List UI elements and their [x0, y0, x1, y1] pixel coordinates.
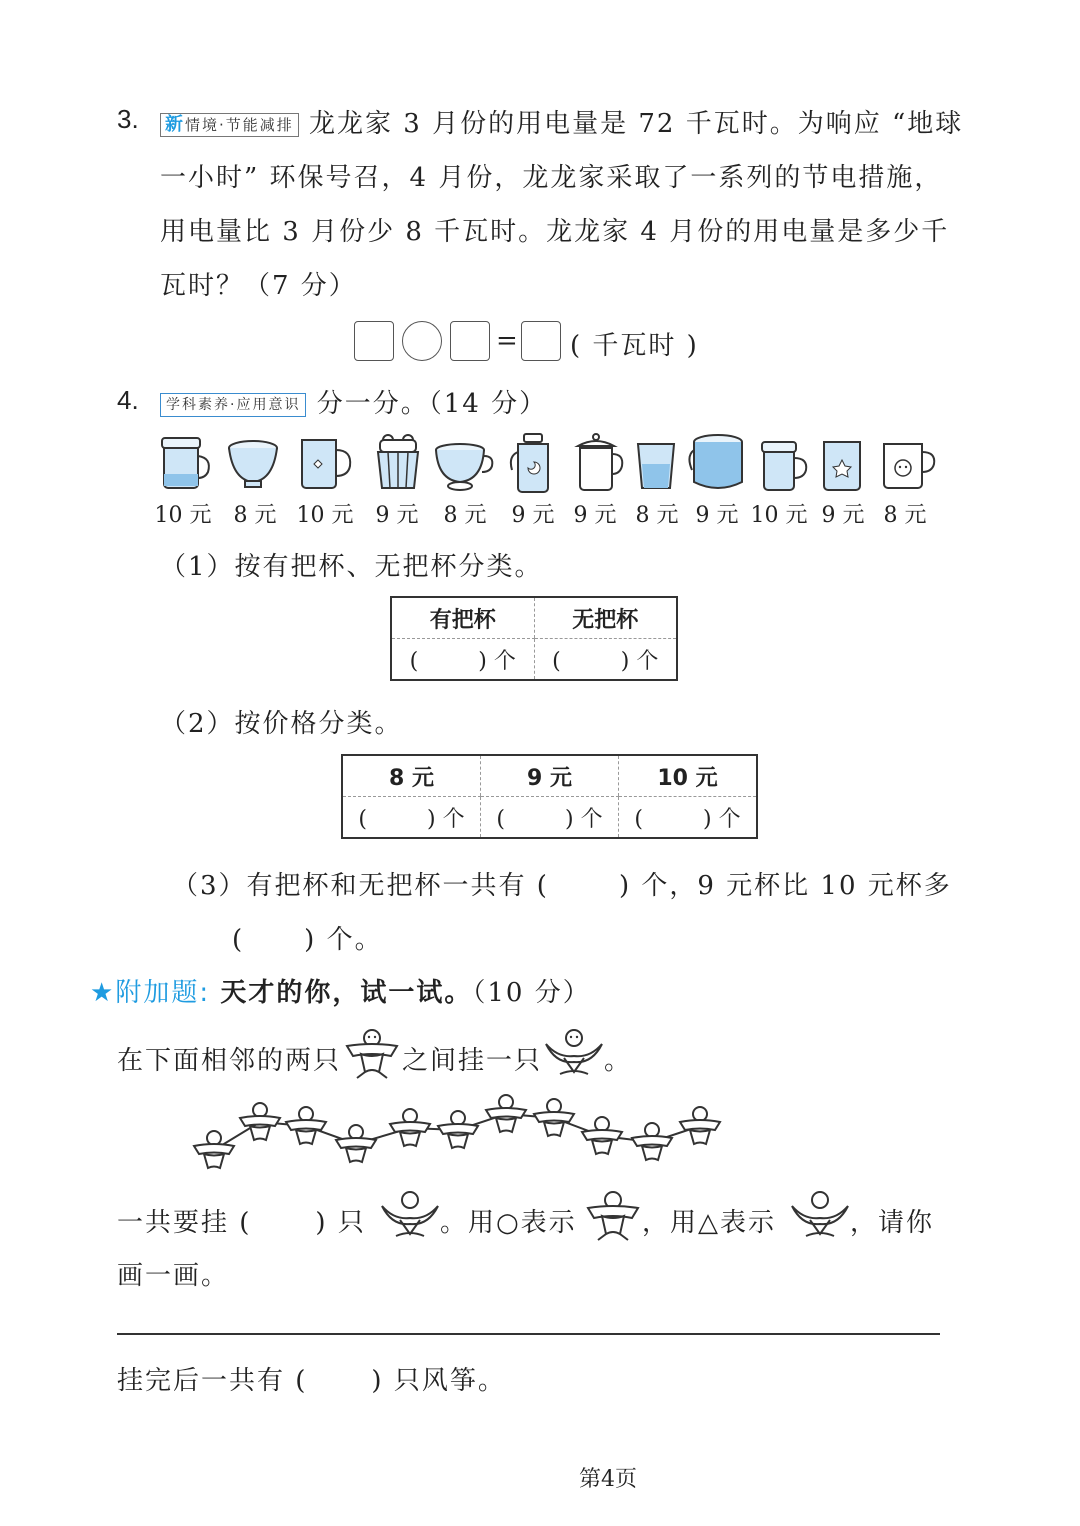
price-cell-10[interactable]: [619, 797, 758, 839]
bonus-star: ★: [90, 978, 116, 1008]
bonus-line1-c: 。用○表示: [440, 1208, 577, 1238]
price-12: 8 元: [883, 503, 927, 528]
cup-4-icon: [372, 432, 424, 494]
bonus-line2: 画一画。: [117, 1261, 230, 1291]
price-6: 9 元: [511, 503, 555, 528]
paren-close-unit: ) 个: [620, 648, 659, 674]
paren-open: (: [409, 648, 419, 674]
kite-11-icon: [680, 1107, 720, 1144]
drawing-line[interactable]: [117, 1333, 940, 1335]
eq-answer-box[interactable]: [521, 321, 561, 361]
q3-tag-highlight: 新: [165, 114, 185, 135]
handle-header-yes: 有把杯: [391, 597, 534, 639]
q3-text-3: 用电量比 3 月份少 8 千瓦时。龙龙家 4 月份的用电量是多少千: [160, 217, 950, 247]
eq-operator-circle[interactable]: [402, 321, 442, 361]
price-3: 10 元: [296, 503, 354, 528]
kite-3-icon: [286, 1107, 326, 1144]
kite-icon: [343, 1028, 401, 1080]
paren-close-unit: ) 个: [478, 648, 516, 674]
paren-close-unit: ) 个: [703, 806, 741, 832]
price-cell-9[interactable]: [481, 797, 619, 839]
kite-9-icon: [582, 1117, 622, 1154]
bonus-label: 附加题:: [115, 978, 211, 1008]
bonus-final-text-b: ) 只风筝。: [371, 1366, 506, 1396]
price-8: 8 元: [635, 503, 679, 528]
q3-number: 3.: [117, 104, 139, 134]
cup-7-icon: [572, 432, 626, 494]
bonus-intro-b: 之间挂一只: [402, 1046, 543, 1076]
q4-tag: 学科素养·应用意识: [160, 393, 306, 417]
bonus-line1-text-a: 一共要挂 (: [117, 1208, 252, 1238]
eq-box-2[interactable]: [450, 321, 490, 361]
kite-2-icon: [240, 1103, 280, 1140]
handle-header-no: 无把杯: [534, 597, 677, 639]
paren-open: (: [634, 806, 643, 832]
cup-3-icon: [296, 434, 356, 494]
kite-string-illustration: [180, 1090, 740, 1180]
part3-text-c: (: [232, 925, 245, 955]
eq-box-1[interactable]: [354, 321, 394, 361]
cup-10-icon: [758, 438, 810, 494]
price-1: 10 元: [154, 503, 212, 528]
q4-part3-line1: [172, 865, 952, 902]
page-number: 第4页: [579, 1467, 637, 1492]
q3-tag-rest: 情境·节能减排: [185, 116, 294, 134]
cup-5-icon: [432, 440, 496, 494]
q4-part2-prompt: （2）按价格分类。: [160, 709, 403, 739]
bonus-heading: [90, 972, 591, 1009]
paren-open: (: [552, 648, 561, 674]
price-5: 8 元: [443, 503, 487, 528]
q4-title-line: [160, 383, 547, 420]
bonus-line1-e: ，请你: [850, 1208, 935, 1238]
kite-alt-icon: [380, 1190, 440, 1242]
eq-unit: ( 千瓦时 ): [570, 331, 699, 361]
q3-tag: [160, 113, 299, 137]
kite-6-icon: [438, 1111, 478, 1148]
cup-2-icon: [226, 438, 282, 494]
bonus-final: [117, 1360, 506, 1397]
q3-text-2: 一小时” 环保号召，4 月份，龙龙家采取了一系列的节电措施，: [160, 163, 943, 193]
q4-part3-line2: [232, 919, 383, 956]
kite-alt-icon: [544, 1028, 604, 1080]
cup-11-icon: [820, 438, 864, 494]
price-7: 9 元: [573, 503, 617, 528]
price-header-9: 9 元: [481, 755, 619, 797]
price-4: 9 元: [375, 503, 419, 528]
paren-open: (: [496, 806, 505, 832]
eq-equals: =: [496, 326, 520, 356]
part3-text-d: ) 个。: [304, 925, 383, 955]
bonus-line1-a: [117, 1202, 366, 1239]
cup-6-icon: [508, 432, 558, 494]
price-table: [341, 754, 758, 839]
kite-1-icon: [194, 1131, 234, 1168]
cup-9-icon: [688, 432, 748, 494]
cup-8-icon: [634, 438, 678, 494]
paren-open: (: [358, 806, 367, 832]
bonus-intro-a: 在下面相邻的两只: [117, 1046, 342, 1076]
kite-7-icon: [486, 1095, 526, 1132]
price-header-10: 10 元: [619, 755, 758, 797]
q3-text-1: 龙龙家 3 月份的用电量是 72 千瓦时。为响应 “地球: [309, 109, 964, 139]
handle-cell-yes[interactable]: [391, 639, 534, 681]
handle-cell-no[interactable]: [534, 639, 677, 681]
price-2: 8 元: [233, 503, 277, 528]
price-11: 9 元: [821, 503, 865, 528]
part3-text-a: （3）有把杯和无把杯一共有 (: [172, 871, 549, 901]
handle-table: [390, 596, 678, 681]
bonus-line1-text-b: ) 只: [315, 1208, 366, 1238]
price-9: 9 元: [695, 503, 739, 528]
cup-1-icon: [156, 434, 216, 494]
kite-icon: [584, 1190, 642, 1242]
price-10: 10 元: [750, 503, 808, 528]
kite-5-icon: [390, 1109, 430, 1146]
kite-8-icon: [534, 1099, 574, 1136]
cup-12-icon: [880, 438, 938, 494]
kite-4-icon: [336, 1125, 376, 1162]
bonus-final-text-a: 挂完后一共有 (: [117, 1366, 308, 1396]
q3-text-4: 瓦时？（7 分）: [160, 271, 357, 301]
bonus-title: 天才的你，试一试。: [220, 978, 473, 1008]
part3-text-b: ) 个，9 元杯比 10 元杯多: [618, 871, 952, 901]
q4-part1-prompt: （1）按有把杯、无把杯分类。: [160, 552, 543, 582]
price-header-8: 8 元: [342, 755, 481, 797]
q4-title: 分一分。（14 分）: [316, 389, 548, 419]
paren-close-unit: ) 个: [565, 806, 603, 832]
bonus-line1-d: ，用△表示: [642, 1208, 776, 1238]
price-cell-8[interactable]: [342, 797, 481, 839]
q4-number: 4.: [117, 385, 139, 415]
bonus-intro-c: 。: [604, 1046, 633, 1076]
paren-close-unit: ) 个: [427, 806, 465, 832]
q3-line-1: [160, 103, 963, 140]
kite-10-icon: [632, 1123, 672, 1160]
bonus-score: （10 分）: [472, 978, 591, 1008]
kite-alt-icon: [790, 1190, 850, 1242]
